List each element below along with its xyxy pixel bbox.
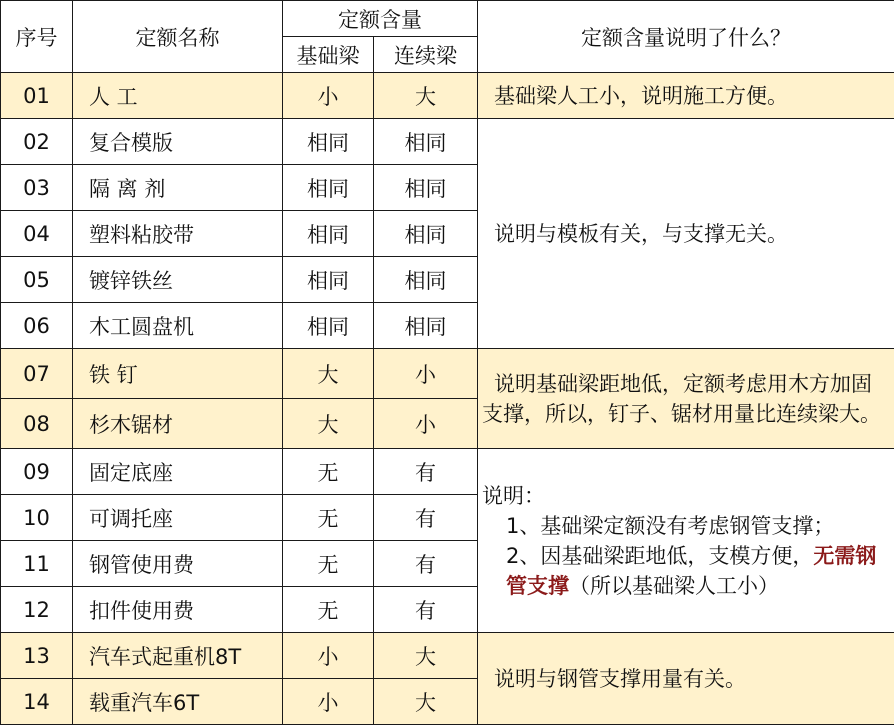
row-foundation-value: 相同 xyxy=(283,303,374,349)
row-name: 镀锌铁丝 xyxy=(73,257,283,303)
row-name: 人 工 xyxy=(73,73,283,119)
note-point-2-suffix: （所以基础梁人工小） xyxy=(569,573,779,598)
header-explanation: 定额含量说明了什么？ xyxy=(478,1,894,73)
row-continuous-value: 相同 xyxy=(374,257,478,303)
row-foundation-value: 无 xyxy=(283,541,374,587)
row-continuous-value: 有 xyxy=(374,449,478,495)
row-continuous-value: 大 xyxy=(374,73,478,119)
row-foundation-value: 无 xyxy=(283,495,374,541)
note-steel-support xyxy=(478,449,894,633)
row-no: 06 xyxy=(1,303,73,349)
row-continuous-value: 相同 xyxy=(374,119,478,165)
note-formwork: 说明与模板有关，与支撑无关。 xyxy=(478,119,894,349)
row-foundation-value: 小 xyxy=(283,679,374,725)
row-name: 复合模版 xyxy=(73,119,283,165)
row-continuous-value: 大 xyxy=(374,679,478,725)
note-labor: 基础梁人工小，说明施工方便。 xyxy=(478,73,894,119)
note-point-2 xyxy=(482,541,890,601)
header-quota-content: 定额含量 xyxy=(283,1,478,37)
row-no: 13 xyxy=(1,633,73,679)
row-name: 杉木锯材 xyxy=(73,399,283,449)
note-steel-usage: 说明与钢管支撑用量有关。 xyxy=(478,633,894,725)
row-no: 11 xyxy=(1,541,73,587)
row-continuous-value: 相同 xyxy=(374,165,478,211)
row-no: 08 xyxy=(1,399,73,449)
row-foundation-value: 大 xyxy=(283,349,374,399)
row-foundation-value: 无 xyxy=(283,587,374,633)
row-name: 扣件使用费 xyxy=(73,587,283,633)
row-continuous-value: 小 xyxy=(374,349,478,399)
row-foundation-value: 小 xyxy=(283,73,374,119)
row-foundation-value: 大 xyxy=(283,399,374,449)
row-no: 12 xyxy=(1,587,73,633)
table-row xyxy=(1,449,894,495)
row-no: 01 xyxy=(1,73,73,119)
row-name: 隔 离 剂 xyxy=(73,165,283,211)
row-name: 钢管使用费 xyxy=(73,541,283,587)
row-no: 14 xyxy=(1,679,73,725)
row-name: 可调托座 xyxy=(73,495,283,541)
header-continuous-beam: 连续梁 xyxy=(374,37,478,73)
row-continuous-value: 相同 xyxy=(374,211,478,257)
table-row xyxy=(1,349,894,399)
row-continuous-value: 有 xyxy=(374,495,478,541)
note-emphasis: 无需钢管支撑 xyxy=(506,543,877,598)
row-name: 固定底座 xyxy=(73,449,283,495)
row-continuous-value: 小 xyxy=(374,399,478,449)
row-no: 03 xyxy=(1,165,73,211)
row-continuous-value: 有 xyxy=(374,587,478,633)
row-no: 02 xyxy=(1,119,73,165)
row-continuous-value: 有 xyxy=(374,541,478,587)
row-foundation-value: 小 xyxy=(283,633,374,679)
row-foundation-value: 相同 xyxy=(283,119,374,165)
table-row xyxy=(1,119,894,165)
row-name: 木工圆盘机 xyxy=(73,303,283,349)
row-no: 04 xyxy=(1,211,73,257)
header-foundation-beam: 基础梁 xyxy=(283,37,374,73)
table-row xyxy=(1,633,894,679)
row-foundation-value: 相同 xyxy=(283,211,374,257)
header-name: 定额名称 xyxy=(73,1,283,73)
row-no: 07 xyxy=(1,349,73,399)
row-foundation-value: 相同 xyxy=(283,165,374,211)
row-no: 05 xyxy=(1,257,73,303)
row-foundation-value: 无 xyxy=(283,449,374,495)
row-name: 汽车式起重机8T xyxy=(73,633,283,679)
note-point-1: 1、基础梁定额没有考虑钢管支撑； xyxy=(506,513,835,538)
row-name: 塑料粘胶带 xyxy=(73,211,283,257)
row-name: 载重汽车6T xyxy=(73,679,283,725)
row-no: 10 xyxy=(1,495,73,541)
note-point-2-text: 2、因基础梁距地低，支模方便， xyxy=(506,543,814,568)
table-row xyxy=(1,73,894,119)
row-no: 09 xyxy=(1,449,73,495)
row-continuous-value: 相同 xyxy=(374,303,478,349)
header-seq: 序号 xyxy=(1,1,73,73)
row-name: 铁 钉 xyxy=(73,349,283,399)
row-foundation-value: 相同 xyxy=(283,257,374,303)
row-continuous-value: 大 xyxy=(374,633,478,679)
note-nails-lumber: 说明基础梁距地低，定额考虑用木方加固支撑，所以，钉子、锯材用量比连续梁大。 xyxy=(478,349,894,449)
note-title: 说明： xyxy=(482,483,545,508)
